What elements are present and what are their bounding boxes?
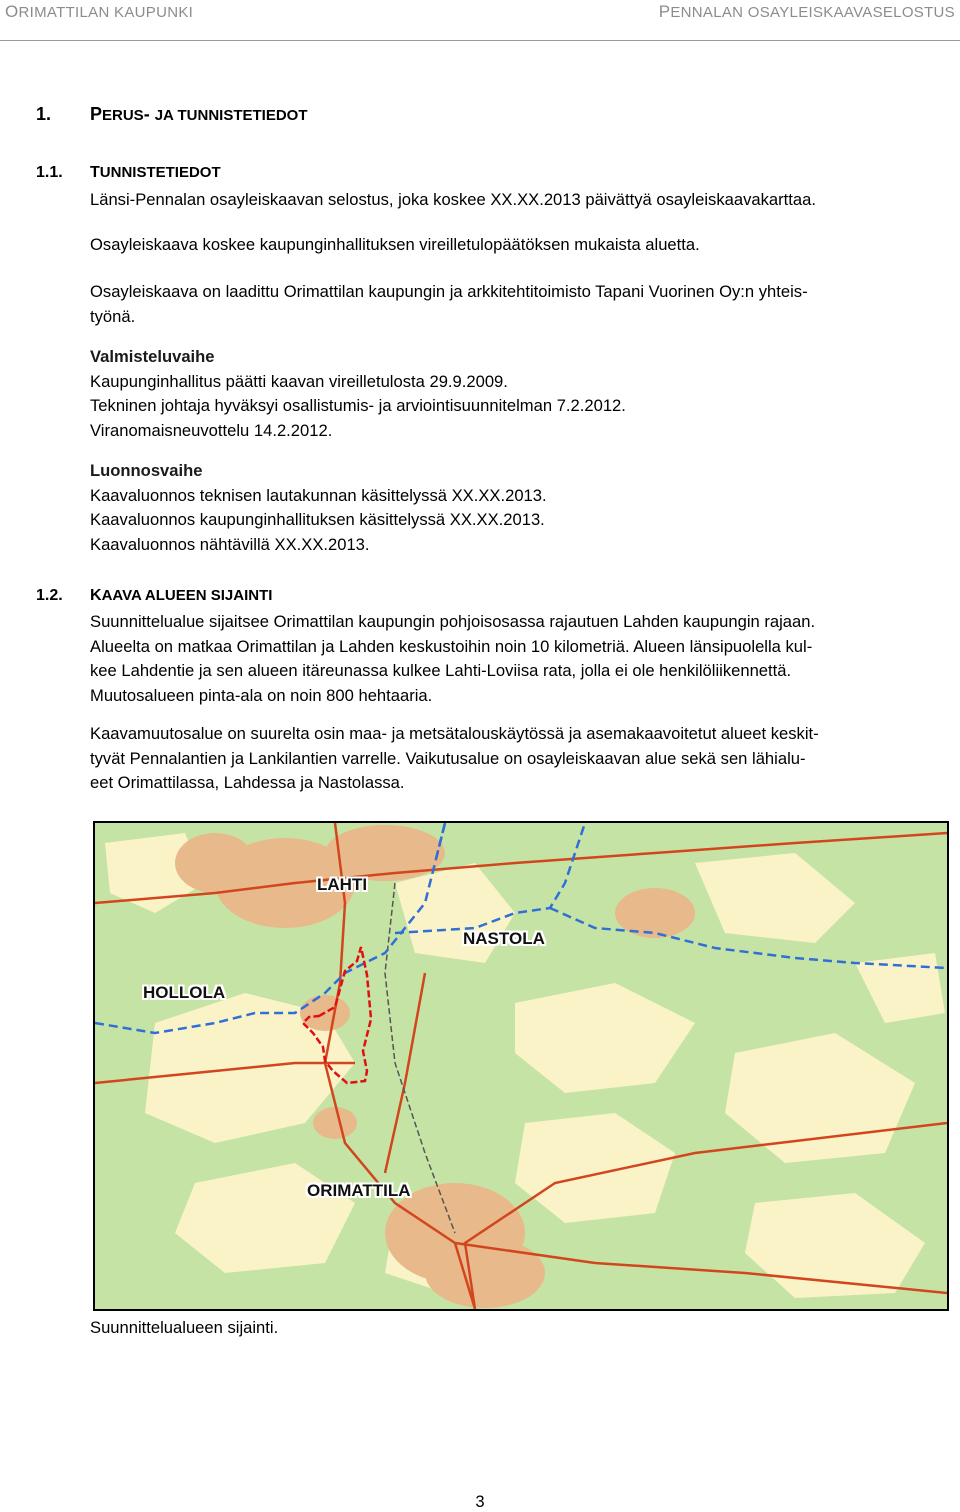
valmisteluvaihe-title: Valmisteluvaihe bbox=[90, 347, 215, 366]
paragraph-intro: Länsi-Pennalan osayleiskaavan selostus, joka koskee XX.XX.2013 päivättyä osayleiskaavakarttaa. bbox=[90, 190, 816, 209]
luonnosvaihe-title: Luonnosvaihe bbox=[90, 461, 203, 480]
header-rule bbox=[0, 40, 960, 41]
section-1-1-heading: 1.1. TUNNISTETIEDOT bbox=[36, 164, 221, 181]
paragraph-authors: Osayleiskaava on laadittu Orimattilan kaupungin ja arkkitehtitoimisto Tapani Vuorinen Oy:n yhteis- työnä. bbox=[90, 282, 808, 326]
paragraph-scope: Osayleiskaava koskee kaupunginhallituksen vireilletulopäätöksen mukaista aluetta. bbox=[90, 235, 700, 254]
valmisteluvaihe-block: Valmisteluvaihe Kaupunginhallitus päätti kaavan vireilletulosta 29.9.2009. Tekninen johtaja hyväksyi osallistumis- ja arviointisuunnitelman 7.2.2012. Viranomaisneuvottelu 14.2.2012. bbox=[90, 345, 952, 443]
map-label-nastola: NASTOLA bbox=[463, 929, 545, 948]
map-label-lahti: LAHTI bbox=[317, 875, 368, 894]
location-map bbox=[93, 821, 949, 1311]
header-left: ORIMATTILAN KAUPUNKI bbox=[5, 2, 194, 21]
header-right: PENNALAN OSAYLEISKAAVASELOSTUS bbox=[658, 2, 955, 21]
section-1-heading: 1. PERUS- JA TUNNISTETIEDOT bbox=[36, 104, 308, 124]
map-label-hollola: HOLLOLA bbox=[143, 983, 226, 1002]
map-label-orimattila: ORIMATTILA bbox=[307, 1181, 411, 1200]
map-caption: Suunnittelualueen sijainti. bbox=[90, 1318, 279, 1337]
paragraph-location: Suunnittelualue sijaitsee Orimattilan kaupungin pohjoisosassa rajautuen Lahden kaupungin rajaan. Alueelta on matkaa Orimattilan ja Lahden keskustoihin noin 10 kilometriä. Alueen länsipuolella kul- kee Lahdentie ja sen alueen itäreunassa kulkee Lahti-Loviisa rata, jolla ei ole henkilöliikennettä. Muutosalueen pinta-ala on noin 800 hehtaaria. bbox=[90, 612, 816, 705]
section-1-2-heading: 1.2. KAAVA ALUEEN SIJAINTI bbox=[36, 587, 273, 604]
luonnosvaihe-block: Luonnosvaihe Kaavaluonnos teknisen lautakunnan käsittelyssä XX.XX.2013. Kaavaluonnos kaupunginhallituksen käsittelyssä XX.XX.2013. Kaavaluonnos nähtävillä XX.XX.2013. bbox=[90, 459, 952, 557]
paragraph-land-use: Kaavamuutosalue on suurelta osin maa- ja metsätalouskäytössä ja asemakaavoitetut alueet keskit- tyvät Pennalantien ja Lankilantien varrelle. Vaikutusalue on osayleiskaavan alue sekä sen lähialu- eet Orimattilassa, Lahdessa ja Nastolassa. bbox=[90, 724, 819, 792]
page-number: 3 bbox=[475, 1492, 485, 1511]
